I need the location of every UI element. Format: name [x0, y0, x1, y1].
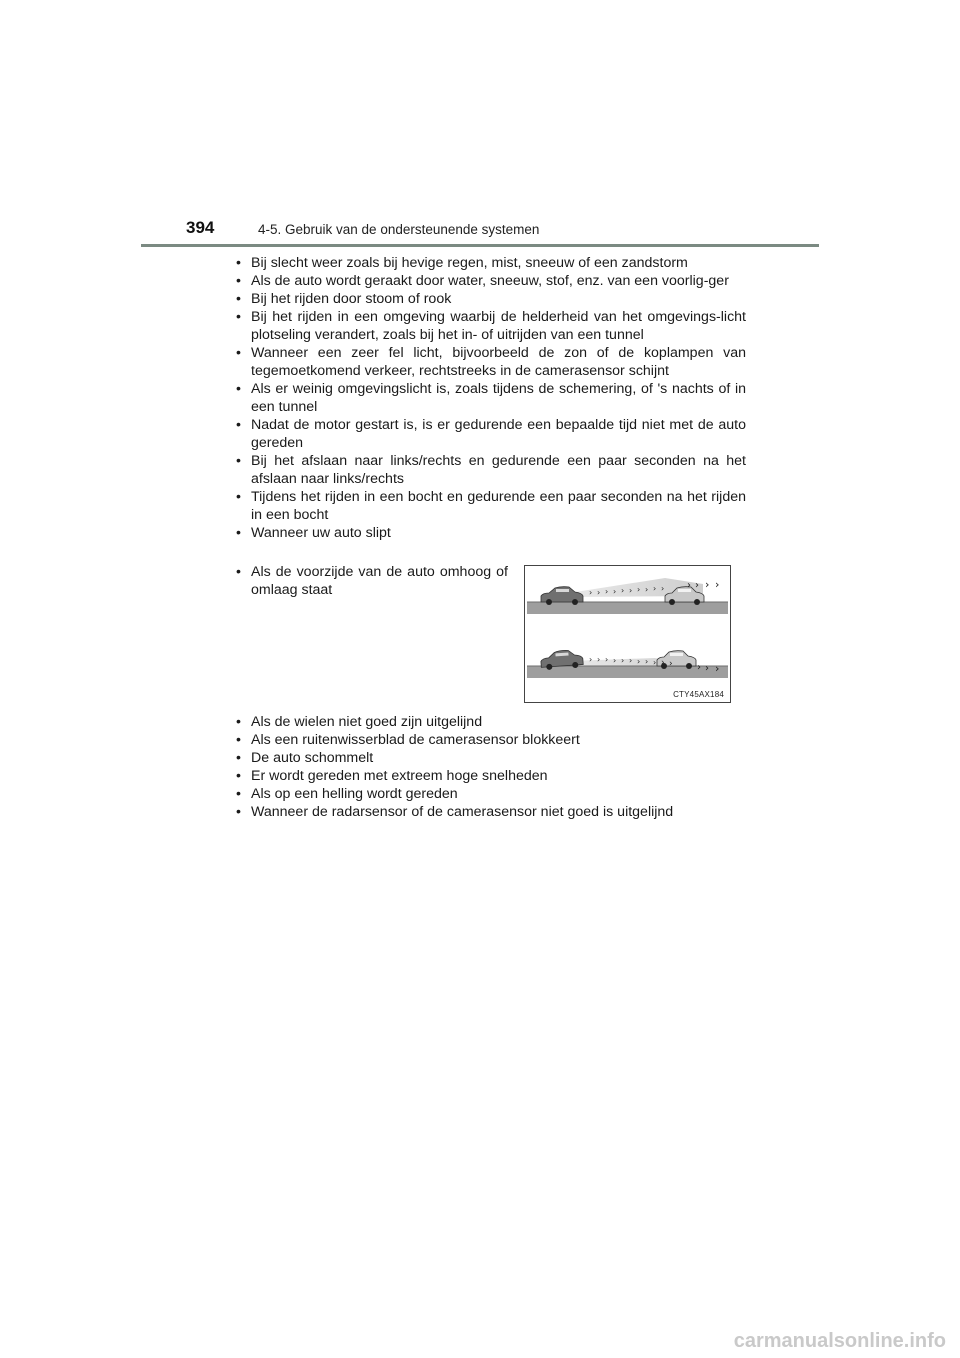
svg-text:›: ›	[597, 655, 601, 664]
bullet-list-top	[236, 254, 746, 542]
list-item: • Als er weinig omgevingslicht is, zoals tijdens de schemering, of 's nachts of in een tunnel	[236, 380, 746, 416]
bullet-list-bottom	[236, 713, 746, 821]
svg-text:›: ›	[629, 656, 633, 665]
svg-text:›: ›	[597, 588, 601, 597]
svg-text:›: ›	[715, 662, 720, 675]
watermark: carmanualsonline.info	[733, 1330, 946, 1352]
svg-text:›: ›	[695, 580, 699, 591]
list-item: • Wanneer de radarsensor of de camerasensor niet goed is uitgelijnd	[236, 803, 746, 821]
list-item: • Wanneer uw auto slipt	[236, 524, 746, 542]
svg-text:›: ›	[621, 586, 625, 595]
list-item: • Als de auto wordt geraakt door water, sneeuw, stof, enz. van een voorlig-ger	[236, 272, 746, 290]
svg-text:›: ›	[645, 585, 649, 594]
svg-text:›: ›	[697, 662, 701, 673]
svg-text:›: ›	[605, 587, 609, 596]
svg-text:›: ›	[653, 658, 657, 667]
list-item: • Als op een helling wordt gereden	[236, 785, 746, 803]
list-item: • Tijdens het rijden in een bocht en gedurende een paar seconden na het rijden in een bocht	[236, 488, 746, 524]
svg-text:›: ›	[669, 659, 673, 669]
svg-text:›: ›	[605, 655, 609, 664]
own-car-top-icon	[541, 587, 583, 605]
svg-text:›: ›	[705, 578, 710, 591]
list-item: • Nadat de motor gestart is, is er gedurende een bepaalde tijd niet met de auto gereden	[236, 416, 746, 452]
list-item: • Bij het rijden in een omgeving waarbij de helderheid van het omgevings-licht plotseling verandert, zoals bij het in- of uitrijden van een tunnel	[236, 308, 746, 344]
header-rule	[141, 244, 819, 247]
list-item: • Bij het rijden door stoom of rook	[236, 290, 746, 308]
page-number: 394	[186, 218, 215, 237]
section-title: 4-5. Gebruik van de ondersteunende systemen	[258, 222, 540, 237]
list-item: • De auto schommelt	[236, 749, 746, 767]
list-item: • Als een ruitenwisserblad de camerasensor blokkeert	[236, 731, 746, 749]
svg-text:›: ›	[589, 655, 593, 664]
svg-text:›: ›	[715, 578, 720, 591]
svg-text:›: ›	[589, 588, 593, 597]
list-item: • Als de voorzijde van de auto omhoog of omlaag staat	[236, 563, 508, 599]
vehicle-tilt-illustration	[524, 565, 731, 703]
svg-text:›: ›	[613, 656, 617, 665]
figure-code: CTY45AX184	[673, 690, 724, 699]
svg-text:›: ›	[637, 657, 641, 666]
svg-text:›: ›	[645, 657, 649, 666]
list-item: • Als de wielen niet goed zijn uitgelijnd	[236, 713, 746, 731]
list-item: • Wanneer een zeer fel licht, bijvoorbeeld de zon of de koplampen van tegemoetkomend verkeer, rechtstreeks in de camerasensor schijnt	[236, 344, 746, 380]
svg-text:›: ›	[637, 585, 641, 594]
svg-text:›: ›	[621, 656, 625, 665]
illustration-svg	[525, 566, 730, 702]
svg-text:›: ›	[661, 658, 665, 668]
list-item: • Er wordt gereden met extreem hoge snelheden	[236, 767, 746, 785]
svg-text:›: ›	[629, 586, 633, 595]
list-item: • Bij slecht weer zoals bij hevige regen, mist, sneeuw of een zandstorm	[236, 254, 746, 272]
svg-text:›: ›	[661, 584, 665, 593]
list-item: • Bij het afslaan naar links/rechts en gedurende een paar seconden na het afslaan naar links/rechts	[236, 452, 746, 488]
svg-text:›: ›	[653, 584, 657, 593]
svg-text:›: ›	[687, 580, 691, 591]
svg-text:›: ›	[613, 587, 617, 596]
bullet-list-figure	[236, 563, 508, 599]
svg-text:›: ›	[705, 663, 709, 674]
